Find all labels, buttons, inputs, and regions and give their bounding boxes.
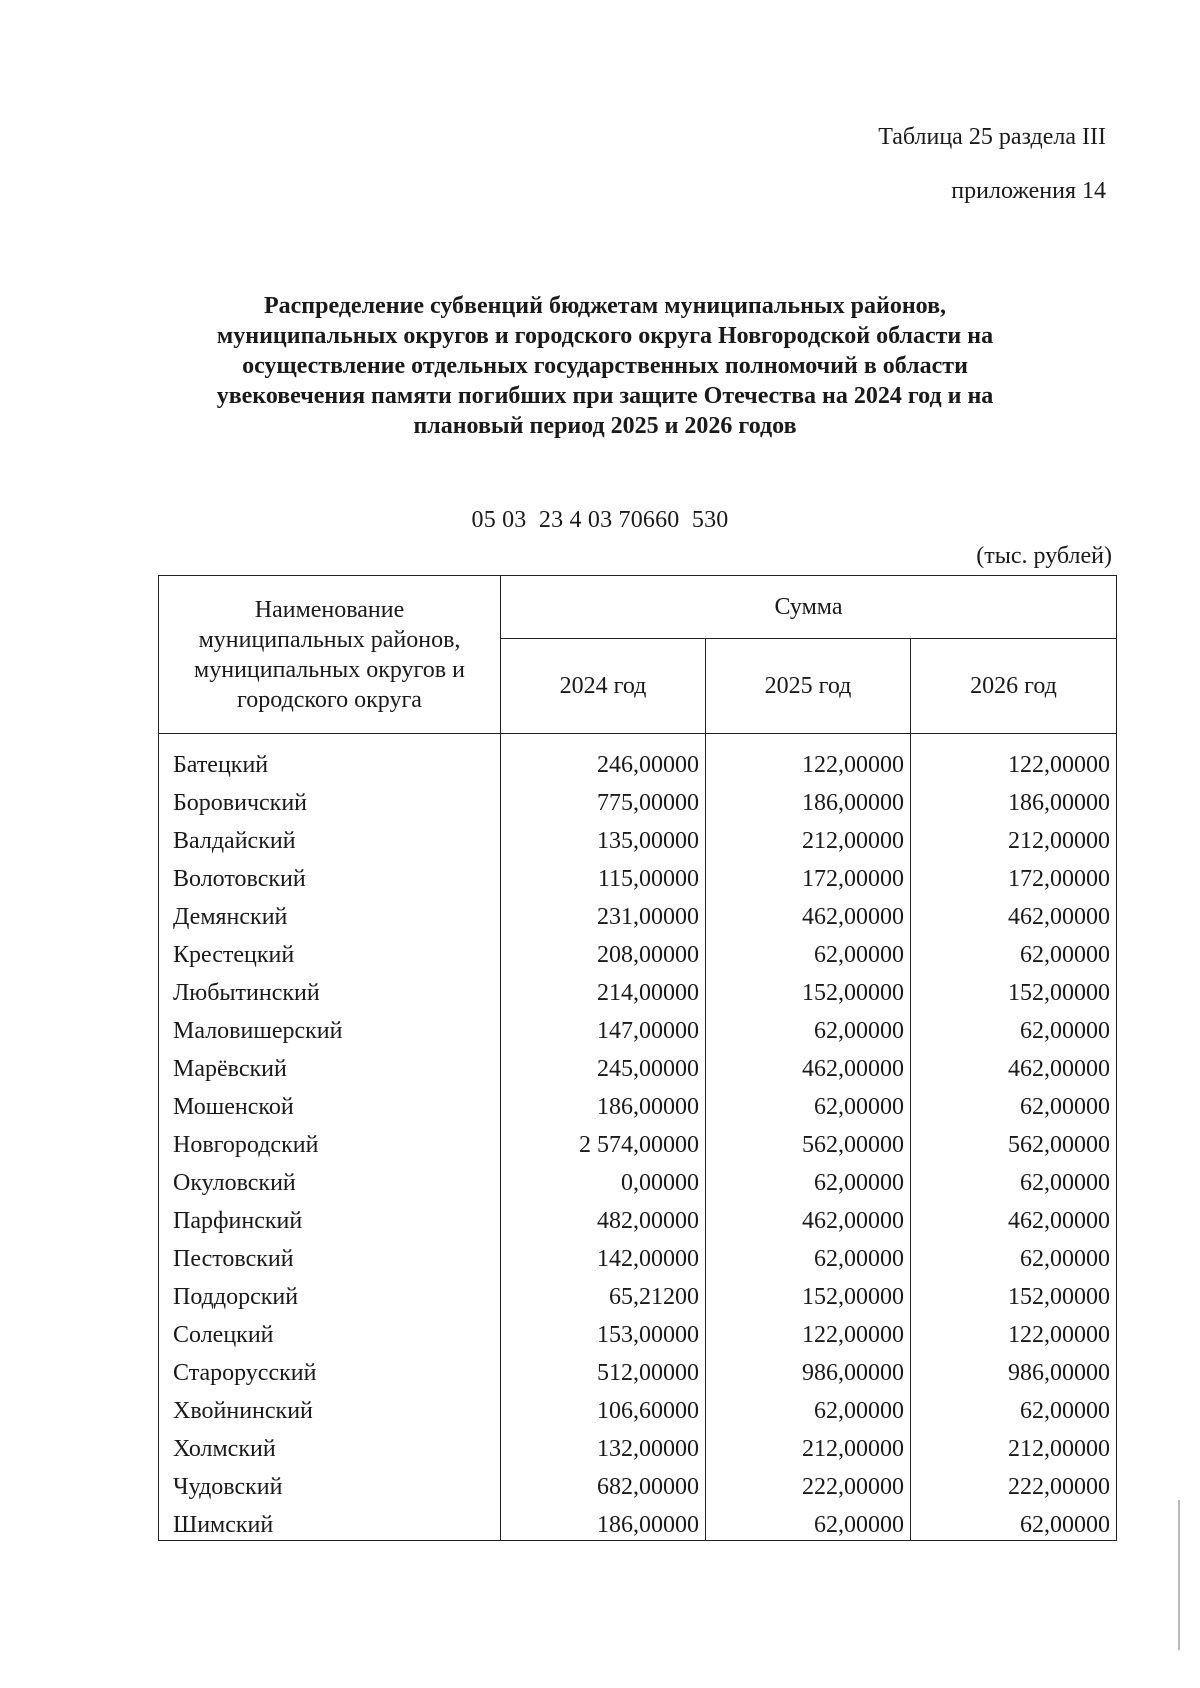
table-row [159, 1198, 1117, 1236]
table-spacer-row [159, 734, 1117, 743]
district-name-cell: Любытинский [159, 970, 501, 1008]
table-row [159, 1426, 1117, 1464]
table-row [159, 1312, 1117, 1350]
amount-2024-cell: 214,00000 [501, 970, 706, 1008]
title-line: осуществление отдельных государственных полномочий в области [242, 353, 968, 379]
amount-2026-cell: 62,00000 [911, 1160, 1117, 1198]
amount-2026-cell: 62,00000 [911, 1236, 1117, 1274]
amount-2024-cell: 0,00000 [501, 1160, 706, 1198]
table-row [159, 818, 1117, 856]
amount-2026-cell: 462,00000 [911, 894, 1117, 932]
amount-2024-cell: 153,00000 [501, 1312, 706, 1350]
amount-2024-cell: 135,00000 [501, 818, 706, 856]
district-name-cell: Чудовский [159, 1464, 501, 1502]
amount-2026-cell: 62,00000 [911, 1388, 1117, 1426]
district-name-cell: Крестецкий [159, 932, 501, 970]
name-header-line: городского округа [237, 686, 422, 713]
amount-2024-cell: 245,00000 [501, 1046, 706, 1084]
district-name-cell: Окуловский [159, 1160, 501, 1198]
district-name-cell: Холмский [159, 1426, 501, 1464]
amount-2025-cell: 462,00000 [706, 894, 911, 932]
year-2025-header: 2025 год [706, 639, 911, 734]
table-row [159, 1464, 1117, 1502]
year-2026-header: 2026 год [911, 639, 1117, 734]
amount-2026-cell: 62,00000 [911, 1008, 1117, 1046]
amount-2025-cell: 562,00000 [706, 1122, 911, 1160]
amount-2025-cell: 62,00000 [706, 1084, 911, 1122]
amount-2024-cell: 186,00000 [501, 1084, 706, 1122]
amount-2026-cell: 152,00000 [911, 1274, 1117, 1312]
amount-2026-cell: 462,00000 [911, 1198, 1117, 1236]
district-name-cell: Марёвский [159, 1046, 501, 1084]
amount-2025-cell: 222,00000 [706, 1464, 911, 1502]
amount-2025-cell: 62,00000 [706, 1160, 911, 1198]
amount-2026-cell: 62,00000 [911, 932, 1117, 970]
amount-2025-cell: 62,00000 [706, 1388, 911, 1426]
amount-2025-cell: 212,00000 [706, 818, 911, 856]
table-row [159, 1274, 1117, 1312]
amount-2026-cell: 222,00000 [911, 1464, 1117, 1502]
amount-2025-cell: 186,00000 [706, 780, 911, 818]
amount-2026-cell: 186,00000 [911, 780, 1117, 818]
appendix-reference-line-2: приложения 14 [951, 178, 1106, 204]
amount-2026-cell: 462,00000 [911, 1046, 1117, 1084]
amount-2025-cell: 62,00000 [706, 1502, 911, 1541]
subvention-table [158, 575, 1117, 1541]
amount-2026-cell: 122,00000 [911, 742, 1117, 780]
table-row [159, 932, 1117, 970]
amount-2024-cell: 132,00000 [501, 1426, 706, 1464]
amount-2024-cell: 65,21200 [501, 1274, 706, 1312]
title-line: муниципальных округов и городского округа Новгородской области на [216, 323, 994, 349]
appendix-reference-line-1: Таблица 25 раздела III [878, 124, 1106, 150]
amount-2025-cell: 462,00000 [706, 1046, 911, 1084]
district-name-cell: Шимский [159, 1502, 501, 1541]
district-name-cell: Старорусский [159, 1350, 501, 1388]
amount-2026-cell: 986,00000 [911, 1350, 1117, 1388]
district-name-cell: Мошенской [159, 1084, 501, 1122]
table-row [159, 1008, 1117, 1046]
amount-2024-cell: 142,00000 [501, 1236, 706, 1274]
district-name-cell: Солецкий [159, 1312, 501, 1350]
district-name-cell: Волотовский [159, 856, 501, 894]
name-header-line: Наименование [254, 596, 405, 623]
amount-2026-cell: 212,00000 [911, 818, 1117, 856]
district-name-cell: Демянский [159, 894, 501, 932]
amount-2025-cell: 986,00000 [706, 1350, 911, 1388]
amount-2024-cell: 208,00000 [501, 932, 706, 970]
amount-2026-cell: 62,00000 [911, 1502, 1117, 1541]
table-row [159, 1350, 1117, 1388]
name-header-line: муниципальных округов и [194, 656, 465, 683]
amount-2024-cell: 186,00000 [501, 1502, 706, 1541]
amount-2025-cell: 462,00000 [706, 1198, 911, 1236]
district-name-cell: Пестовский [159, 1236, 501, 1274]
title-line: увековечения памяти погибших при защите Отечества на 2024 год и на [216, 383, 994, 409]
table-row [159, 1160, 1117, 1198]
scan-margin-line [1178, 1500, 1180, 1650]
amount-2024-cell: 106,60000 [501, 1388, 706, 1426]
amount-2025-cell: 172,00000 [706, 856, 911, 894]
amount-2026-cell: 122,00000 [911, 1312, 1117, 1350]
title-line: Распределение субвенций бюджетам муниципальных районов, [263, 293, 947, 319]
amount-2024-cell: 246,00000 [501, 742, 706, 780]
name-header-line: муниципальных районов, [198, 626, 461, 653]
amount-2025-cell: 152,00000 [706, 1274, 911, 1312]
amount-2026-cell: 562,00000 [911, 1122, 1117, 1160]
table-row [159, 894, 1117, 932]
district-name-cell: Боровичский [159, 780, 501, 818]
amount-2025-cell: 62,00000 [706, 932, 911, 970]
sum-column-header: Сумма [501, 576, 1117, 639]
amount-2026-cell: 152,00000 [911, 970, 1117, 1008]
table-row [159, 742, 1117, 780]
unit-label: (тыс. рублей) [976, 543, 1112, 569]
amount-2024-cell: 115,00000 [501, 856, 706, 894]
amount-2025-cell: 212,00000 [706, 1426, 911, 1464]
year-2024-header: 2024 год [501, 639, 706, 734]
district-name-cell: Батецкий [159, 742, 501, 780]
table-row [159, 1388, 1117, 1426]
budget-classification-code: 05 03 23 4 03 70660 530 [471, 507, 729, 533]
name-column-header [159, 576, 501, 734]
amount-2025-cell: 152,00000 [706, 970, 911, 1008]
title-line: плановый период 2025 и 2026 годов [413, 413, 797, 439]
district-name-cell: Маловишерский [159, 1008, 501, 1046]
district-name-cell: Новгородский [159, 1122, 501, 1160]
amount-2024-cell: 682,00000 [501, 1464, 706, 1502]
district-name-cell: Хвойнинский [159, 1388, 501, 1426]
amount-2024-cell: 231,00000 [501, 894, 706, 932]
district-name-cell: Валдайский [159, 818, 501, 856]
amount-2024-cell: 2 574,00000 [501, 1122, 706, 1160]
table-row [159, 1122, 1117, 1160]
table-row [159, 970, 1117, 1008]
table-row [159, 1502, 1117, 1541]
district-name-cell: Поддорский [159, 1274, 501, 1312]
table-row [159, 780, 1117, 818]
amount-2026-cell: 172,00000 [911, 856, 1117, 894]
amount-2026-cell: 212,00000 [911, 1426, 1117, 1464]
amount-2025-cell: 62,00000 [706, 1008, 911, 1046]
table-row [159, 1084, 1117, 1122]
amount-2024-cell: 512,00000 [501, 1350, 706, 1388]
district-name-cell: Парфинский [159, 1198, 501, 1236]
amount-2025-cell: 62,00000 [706, 1236, 911, 1274]
amount-2025-cell: 122,00000 [706, 1312, 911, 1350]
document-title [150, 291, 1060, 441]
amount-2024-cell: 775,00000 [501, 780, 706, 818]
amount-2025-cell: 122,00000 [706, 742, 911, 780]
amount-2024-cell: 147,00000 [501, 1008, 706, 1046]
amount-2024-cell: 482,00000 [501, 1198, 706, 1236]
table-row [159, 856, 1117, 894]
amount-2026-cell: 62,00000 [911, 1084, 1117, 1122]
table-row [159, 1236, 1117, 1274]
table-row [159, 1046, 1117, 1084]
